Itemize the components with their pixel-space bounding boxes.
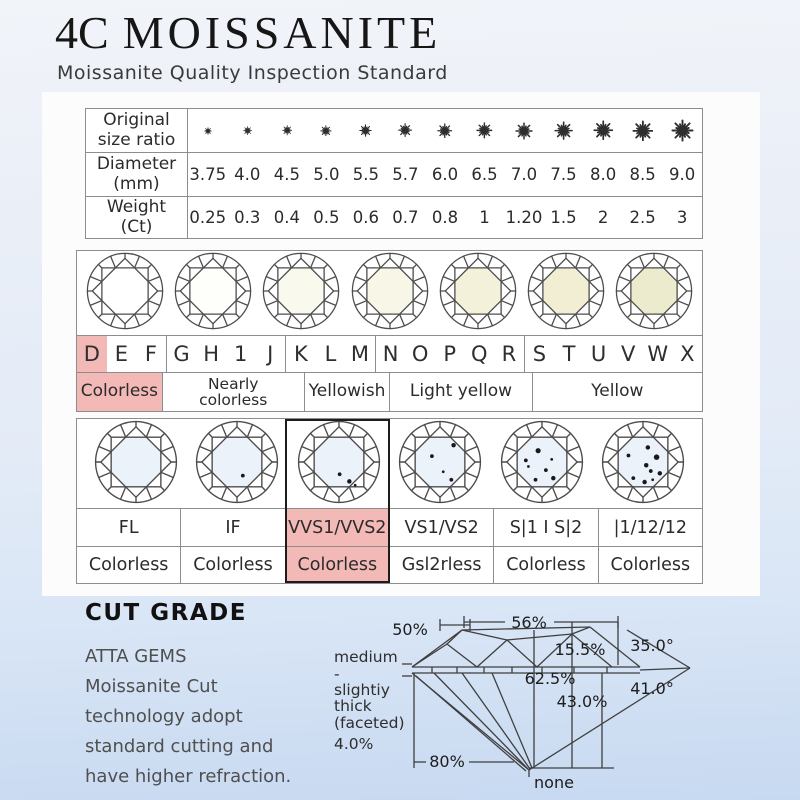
color-group-cell: Light yellow [390,373,532,411]
diameter-cell: 7.5 [550,165,577,184]
color-letter-cell: P [443,342,457,366]
diameter-cell: 5.0 [313,165,340,184]
color-letter-cell: 1 [233,342,248,366]
cut-diagram [322,592,697,800]
crown-angle-label: 35.0° [630,636,674,655]
diameter-row [86,153,702,197]
color-letter-cell: E [114,342,128,366]
weight-cell: 0.3 [234,208,261,227]
color-gem-icon [85,251,165,335]
diameter-label: Diameter (mm) [86,153,188,196]
color-letter-cell: U [590,342,607,366]
clarity-grade-cell: VVS1/VVS2 [286,509,390,546]
diameter-cell: 8.5 [629,165,656,184]
clarity-color-cell: Colorless [77,547,181,583]
culet-label: none [534,773,574,792]
size-ratio-gem-icon [544,121,584,140]
diameter-cell: 4.0 [234,165,261,184]
color-letter-cell: S [532,342,547,366]
table-pct-label: 56% [511,613,547,632]
color-gems-row [77,251,702,336]
diameter-cell: 6.0 [431,165,459,184]
clarity-grades-row [77,509,702,547]
clarity-gem-icon [397,419,483,509]
color-letter-cell: J [255,336,286,372]
size-ratio-gem-icon [583,120,623,141]
weight-cell: 0.6 [352,208,380,227]
paragraph-line: standard cutting and [85,736,274,757]
diameter-cell: 8.0 [589,165,617,184]
clarity-gem-icon [93,419,179,509]
clarity-colors-row [77,547,702,583]
color-letter-cell: Q [471,342,488,366]
color-gem-icon [261,251,341,335]
diameter-cell: 4.5 [273,165,300,184]
size-ratio-gem-icon [465,122,505,139]
color-gem-icon [438,251,518,335]
crown-height-pct-label: 15.5% [554,640,606,659]
girdle-label-line: 4.0% [334,735,374,753]
color-letter-cell: X [680,342,695,366]
clarity-gem-icon [296,419,382,509]
color-group-cell: Nearly colorless [163,373,305,411]
size-ratio-gem-icon [267,125,307,136]
color-letter-cell: N [382,342,399,366]
size-table [85,108,703,239]
weight-cell: 2.5 [629,208,656,227]
pavilion-depth-pct-label: 43.0% [556,692,608,711]
cut-grade-heading: CUT GRADE [85,600,247,626]
size-ratio-label: Original size ratio [86,109,188,152]
size-ratio-gem-icon [504,122,544,140]
page-title [55,6,441,59]
color-letter-cell: T [562,342,576,366]
paragraph-line: ATTA GEMS [85,646,187,667]
girdle-label-line: slightiy [334,681,390,699]
star-facet-pct-label: 50% [392,620,428,639]
clarity-gem-icon [194,419,280,509]
clarity-color-cell: Colorless [286,547,390,583]
weight-cell: 0.25 [189,208,227,227]
color-gem-icon [350,251,430,335]
clarity-color-cell: Colorless [494,547,598,583]
weight-cell: 1.20 [505,208,543,227]
clarity-color-cell: Gsl2rless [390,547,494,583]
color-letter-cell: L [324,342,337,366]
clarity-gems-row [77,419,702,509]
girdle-label-line: (faceted) [334,714,405,732]
clarity-color-cell: Colorless [610,555,691,575]
girdle-label-line: - [334,665,340,683]
title-moissanite: MOISSANITE [122,7,442,58]
clarity-grade-cell: |1/12/12 [613,517,687,538]
weight-cell: 2 [597,208,609,227]
color-letter-cell: R [494,336,525,372]
weight-cell: 1 [479,208,490,227]
color-letter-cell: D [77,336,107,372]
title-4c: 4C [55,7,109,58]
pavilion-angle-label: 41.0° [630,679,674,698]
weight-row [86,197,702,238]
weight-cell: 3 [676,208,688,227]
paragraph-line: Moissanite Cut [85,676,218,697]
weight-cell: 0.8 [431,208,459,227]
clarity-grade-cell: IF [181,509,285,546]
clarity-table [76,418,703,584]
color-letter-cell: O [411,342,429,366]
diameter-cell: 5.7 [392,165,419,184]
weight-cell: 1.5 [550,208,577,227]
diameter-cell: 5.5 [352,165,380,184]
color-letter-cell: F [136,336,167,372]
color-group-cell: Yellow [591,381,644,402]
cut-diagram-svg [322,592,697,800]
color-group-cell: Yellowish [305,373,391,411]
page-subtitle: Moissanite Quality Inspection Standard [57,62,448,84]
weight-values [188,197,702,238]
size-ratio-gem-icon [188,127,228,135]
clarity-color-cell: Colorless [181,547,285,583]
clarity-gem-icon [499,419,585,509]
color-group-cell: Colorless [77,373,163,411]
paragraph-line: technology adopt [85,706,243,727]
size-ratio-gem-icon [662,119,702,142]
size-ratio-gem-icon [425,123,465,139]
color-table [76,250,703,412]
size-ratio-gem-icon [346,124,386,137]
color-letter-cell: H [203,342,219,366]
diameter-values [188,153,702,196]
color-groups-row [77,373,702,411]
girdle-label-line: medium [334,648,398,666]
clarity-grade-cell: FL [77,509,181,546]
size-ratio-gem-icon [386,123,426,137]
color-gem-icon [614,251,694,335]
size-ratio-gem-icon [307,125,347,137]
color-letter-cell: G [173,342,190,366]
color-letter-cell: W [647,342,669,366]
cut-grade-paragraph [85,642,291,792]
total-depth-pct-label: 62.5% [524,669,576,688]
weight-cell: 0.7 [392,208,419,227]
diameter-cell: 9.0 [669,165,696,184]
color-gem-icon [526,251,606,335]
girdle-label-line: thick [334,697,372,715]
size-ratio-gem-icon [228,126,268,135]
size-ratio-row [86,109,702,153]
weight-cell: 0.4 [273,208,300,227]
color-letter-cell: V [621,342,636,366]
clarity-gem-icon [600,419,686,509]
lower-girdle-pct-label: 80% [429,752,465,771]
color-gem-icon [173,251,253,335]
diameter-cell: 3.75 [189,165,227,184]
paragraph-line: have higher refraction. [85,766,292,787]
weight-cell: 0.5 [313,208,340,227]
weight-label: Weight (Ct) [86,197,188,238]
color-letter-cell: M [345,336,376,372]
diameter-cell: 7.0 [510,165,538,184]
color-letters-row [77,336,702,373]
clarity-grade-cell: S|1 I S|2 [494,509,598,546]
color-letter-cell: K [293,342,308,366]
size-ratio-gem-icon [623,120,663,142]
diameter-cell: 6.5 [471,165,498,184]
clarity-grade-cell: VS1/VS2 [390,509,494,546]
size-icons-row [188,109,702,152]
